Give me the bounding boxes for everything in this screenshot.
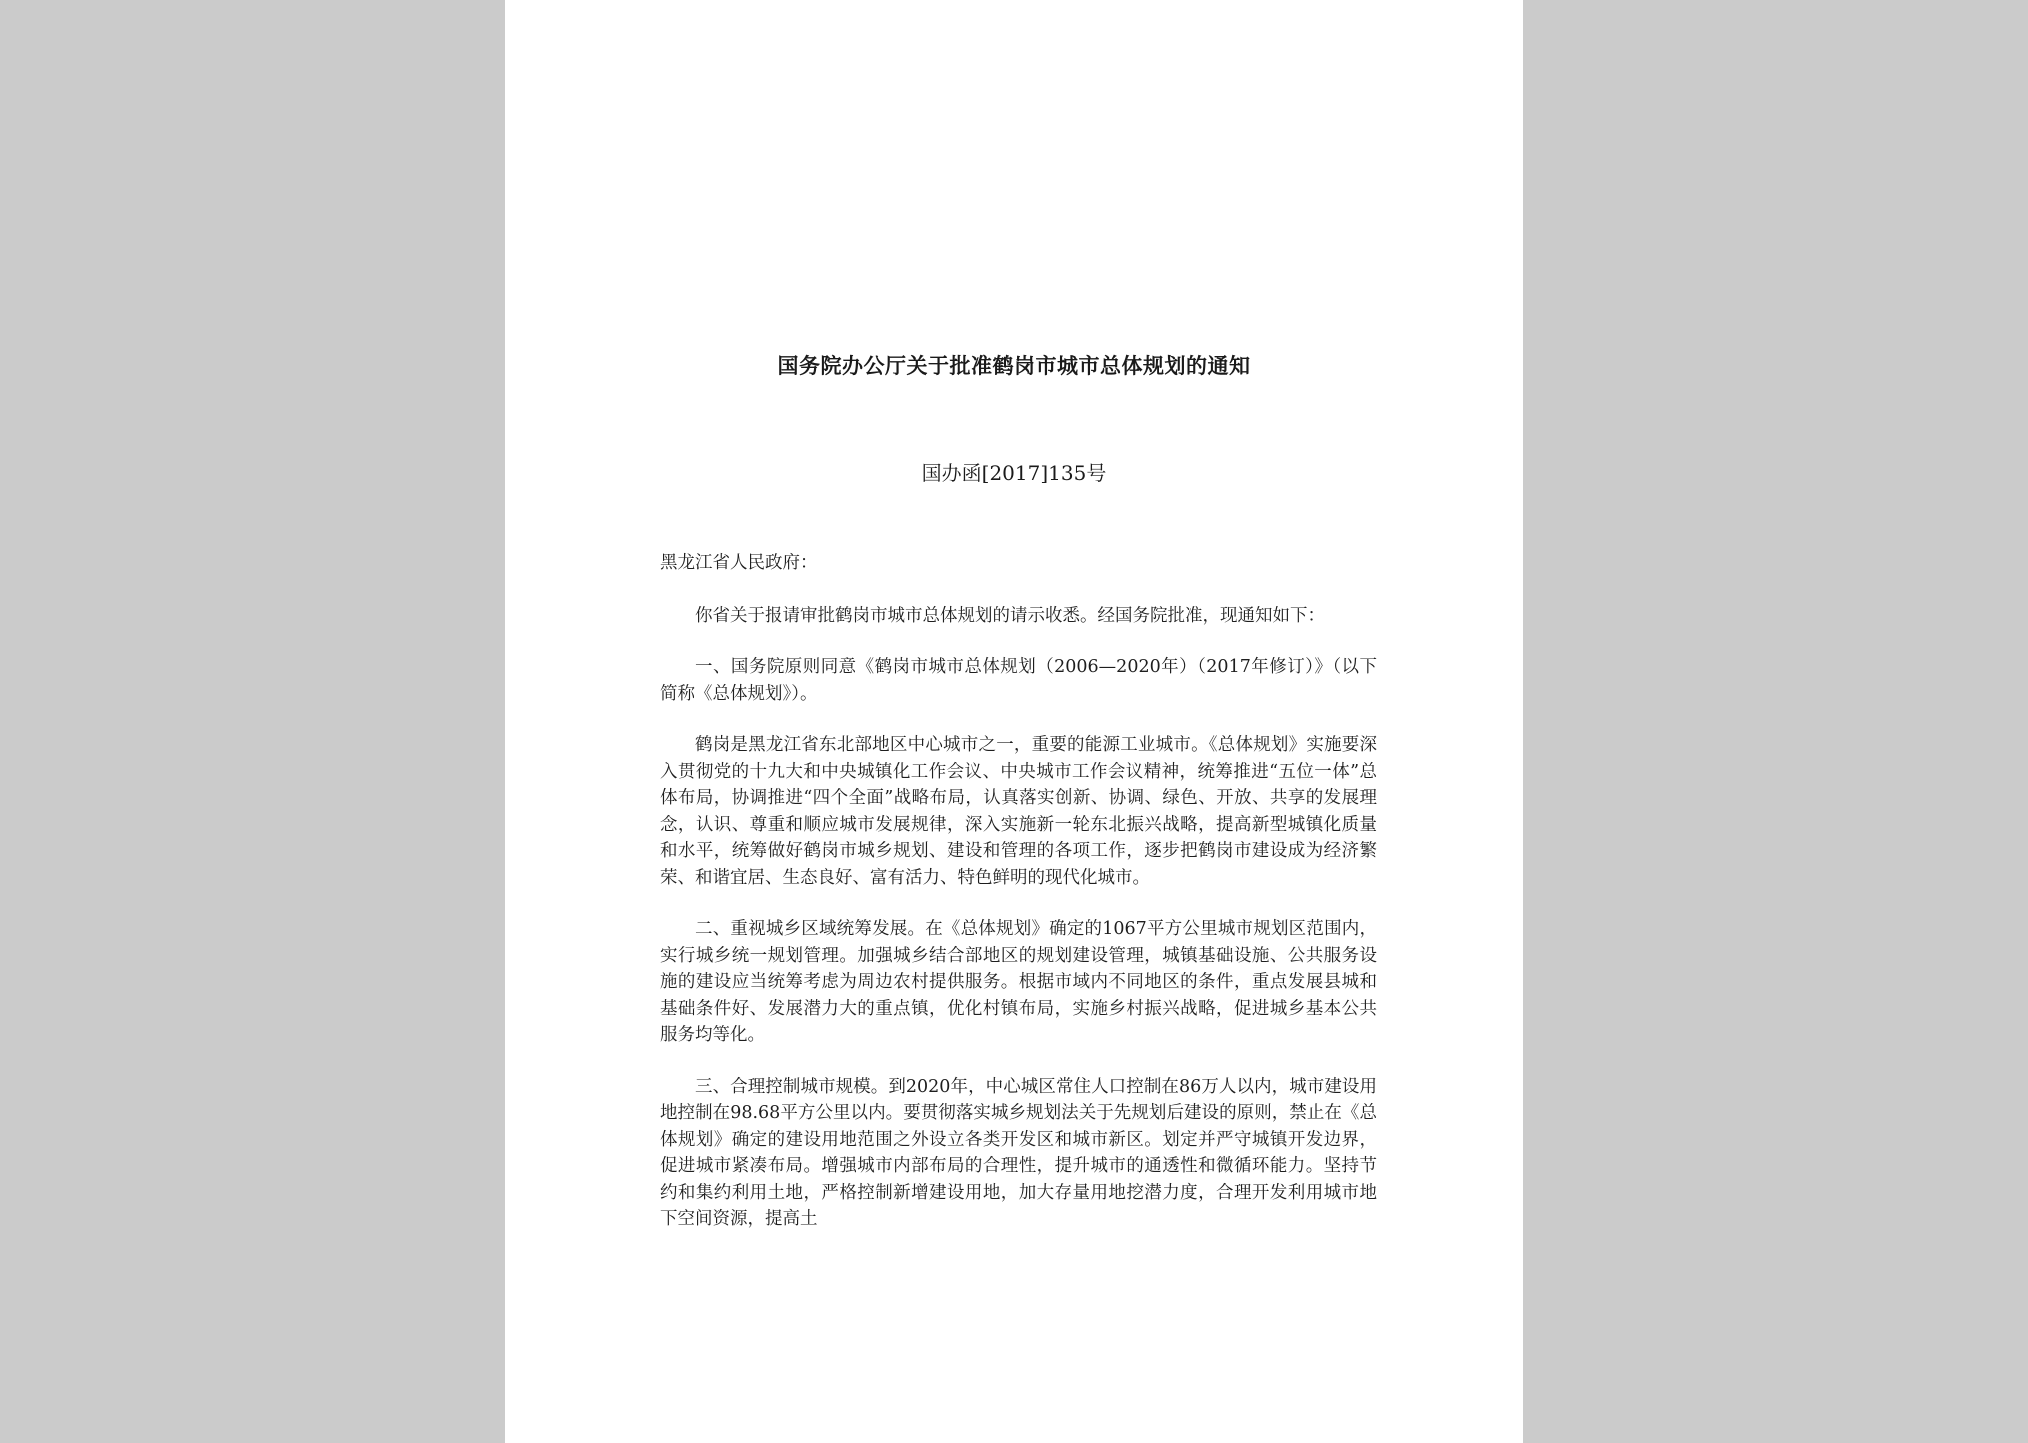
document-number: 国办函[2017]135号 <box>921 461 1107 485</box>
document-title: 国务院办公厅关于批准鹤岗市城市总体规划的通知 <box>777 354 1251 378</box>
paragraph: 三、合理控制城市规模。到2020年，中心城区常住人口控制在86万人以内，城市建设用地控制在98.68平方公里以内。要贯彻落实城乡规划法关于先规划后建设的原则，禁止在《总体规划》确定的建设用地范围之外设立各类开发区和城市新区。划定并严守城镇开发边界，促进城市紧凑布局。增强城市内部布局的合理性，提升城市的通透性和微循环能力。坚持节约和集约利用土地，严格控制新增建设用地，加大存量用地挖潜力度，合理开发利用城市地下空间资源，提高土 <box>660 1076 1377 1229</box>
document-body <box>660 550 1377 1258</box>
paragraph: 二、重视城乡区域统筹发展。在《总体规划》确定的1067平方公里城市规划区范围内，实行城乡统一规划管理。加强城乡结合部地区的规划建设管理，城镇基础设施、公共服务设施的建设应当统筹考虑为周边农村提供服务。根据市域内不同地区的条件，重点发展县城和基础条件好、发展潜力大的重点镇，优化村镇布局，实施乡村振兴战略，促进城乡基本公共服务均等化。 <box>660 919 1377 1045</box>
paragraph: 鹤岗是黑龙江省东北部地区中心城市之一，重要的能源工业城市。《总体规划》实施要深入贯彻党的十九大和中央城镇化工作会议、中央城市工作会议精神，统筹推进“五位一体”总体布局，协调推进“四个全面”战略布局，认真落实创新、协调、绿色、开放、共享的发展理念，认识、尊重和顺应城市发展规律，深入实施新一轮东北振兴战略，提高新型城镇化质量和水平，统筹做好鹤岗市城乡规划、建设和管理的各项工作，逐步把鹤岗市建设成为经济繁荣、和谐宜居、生态良好、富有活力、特色鲜明的现代化城市。 <box>660 735 1377 888</box>
paragraph: 你省关于报请审批鹤岗市城市总体规划的请示收悉。经国务院批准，现通知如下： <box>695 605 1325 626</box>
document-page <box>505 0 1523 1443</box>
paragraph: 一、国务院原则同意《鹤岗市城市总体规划（2006—2020年）（2017年修订）》（以下简称《总体规划》）。 <box>660 657 1377 704</box>
addressee: 黑龙江省人民政府： <box>660 553 818 573</box>
